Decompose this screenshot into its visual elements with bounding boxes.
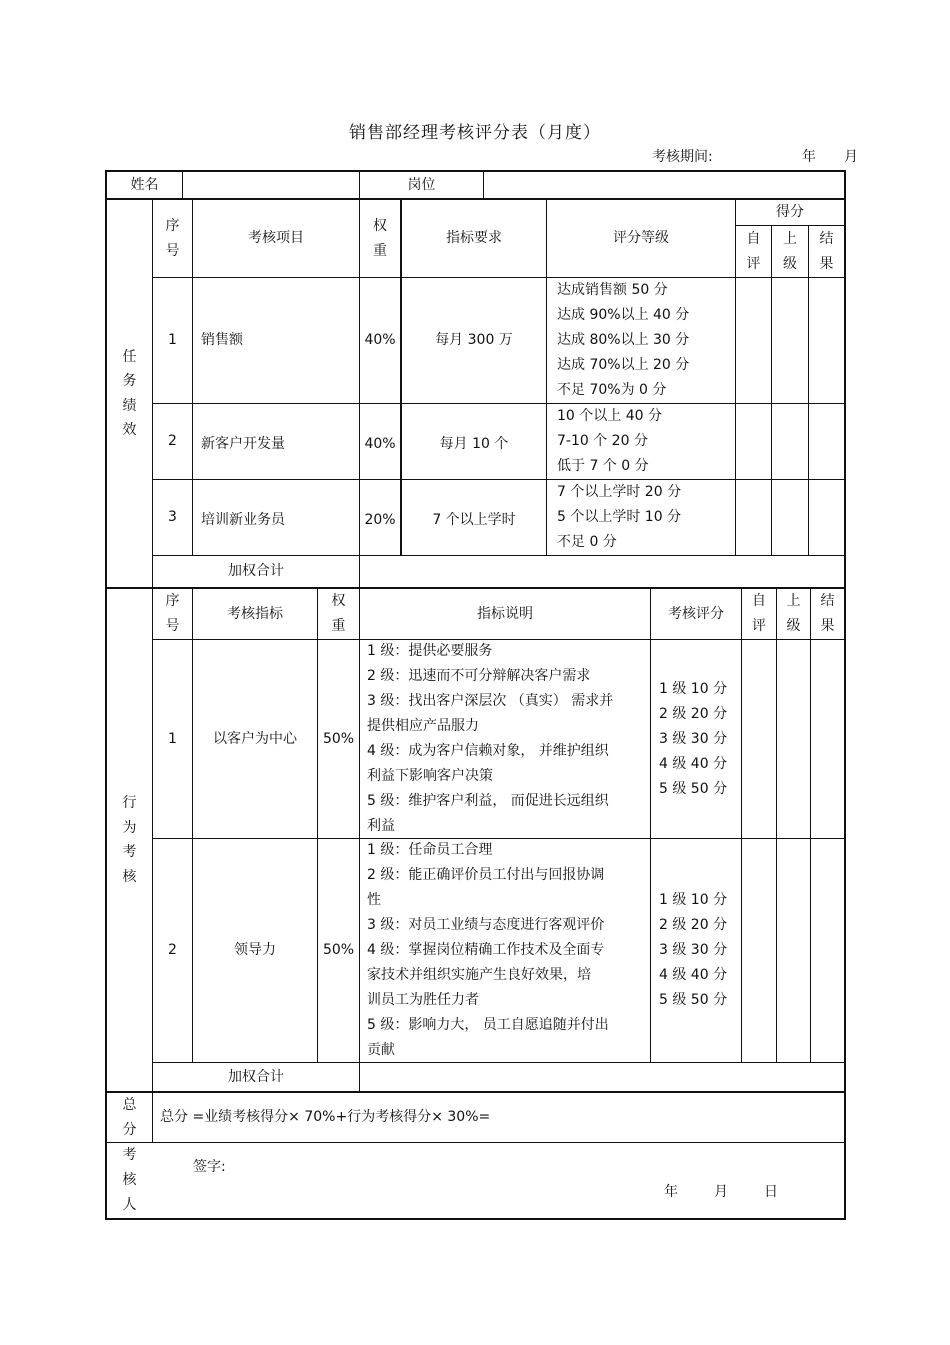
behavior-col-seq: 序号 (165, 593, 180, 634)
evaluation-table (105, 170, 846, 1220)
behavior-row-2-seq: 2 (168, 942, 177, 958)
task-section-label: 任务绩效 (122, 348, 137, 438)
task-row-3-seq: 3 (168, 509, 177, 525)
task-row-3-item: 培训新业务员 (201, 511, 285, 528)
behavior-row-2-levels: 1 级 10 分 2 级 20 分 3 级 30 分 4 级 40 分 5 级 50 分 (659, 892, 728, 1008)
task-row-1-weight: 40% (364, 332, 396, 348)
behavior-col-item: 考核指标 (227, 605, 283, 622)
task-col-sup: 上级 (783, 230, 797, 272)
behavior-row-1-result[interactable] (811, 640, 844, 838)
task-row-3-sup-score[interactable] (772, 480, 808, 555)
task-row-2-self-score[interactable] (736, 404, 771, 479)
behavior-row-2-result[interactable] (811, 839, 844, 1062)
behavior-row-2-desc: 1 级：任命员工合理 2 级：能正确评价员工付出与回报协调 性 3 级：对员工业绩与态度进行客观评价 4 级：掌握岗位精确工作技术及全面专 家技术并组织实施产生良好效果，培 训员工为胜任力者 5 级：影响力大， 员工自愿追随并付出 贡献 (367, 842, 609, 1058)
task-row-1-result[interactable] (809, 278, 844, 403)
task-row-3-grades: 7 个以上学时 20 分 5 个以上学时 10 分 不足 0 分 (557, 484, 682, 550)
behavior-row-1-desc: 1 级：提供必要服务 2 级：迅速而不可分辩解决客户需求 3 级：找出客户深层次 （真实） 需求并 提供相应产品服力 4 级：成为客户信赖对象， 并维护组织 利益下影响客户决策 5 级：维护客户利益， 而促进长远组织 利益 (367, 643, 614, 834)
task-row-2-grades: 10 个以上 40 分 7-10 个 20 分 低于 7 个 0 分 (557, 408, 662, 474)
task-col-item: 考核项目 (248, 230, 304, 246)
task-row-3-result[interactable] (809, 480, 844, 555)
sign-date-month: 月 (714, 1184, 728, 1200)
behavior-col-sup: 上级 (786, 593, 801, 634)
task-col-req: 指标要求 (446, 230, 502, 246)
behavior-col-weight: 权重 (331, 593, 346, 634)
assessment-period (652, 146, 858, 166)
task-row-1-grades: 达成销售额 50 分 达成 90%以上 40 分 达成 80%以上 30 分 达成 70%以上 20 分 不足 70%为 0 分 (557, 282, 690, 398)
task-row-1-item: 销售额 (201, 332, 243, 348)
sign-date-year: 年 (664, 1184, 678, 1200)
behavior-row-1-levels: 1 级 10 分 2 级 20 分 3 级 30 分 4 级 40 分 5 级 50 分 (659, 680, 728, 797)
page-title: 销售部经理考核评分表（月度） (349, 123, 601, 143)
behavior-col-desc: 指标说明 (477, 605, 533, 622)
task-row-2-req: 每月 10 个 (439, 435, 509, 452)
behavior-row-2-self-score[interactable] (742, 839, 776, 1062)
behavior-row-1-self-score[interactable] (742, 640, 776, 838)
sign-date-day: 日 (764, 1184, 778, 1200)
task-row-2-sup-score[interactable] (772, 404, 808, 479)
behavior-row-2-item: 领导力 (234, 942, 276, 958)
behavior-col-result: 结果 (820, 593, 835, 634)
task-row-2-seq: 2 (168, 433, 177, 449)
name-field[interactable] (183, 172, 359, 198)
post-label: 岗位 (407, 176, 436, 193)
behavior-weighted-total-label: 加权合计 (228, 1068, 284, 1085)
task-row-2-result[interactable] (809, 404, 844, 479)
period-month-label: 月 (844, 149, 858, 165)
reviewer-label: 考核人 (122, 1147, 137, 1213)
task-row-2-item: 新客户开发量 (201, 435, 285, 452)
period-year-label: 年 (802, 149, 816, 165)
behavior-weighted-total-value[interactable] (360, 1063, 844, 1091)
behavior-row-1-seq: 1 (168, 730, 177, 747)
behavior-section-label: 行为考核 (122, 795, 137, 885)
task-row-1-self-score[interactable] (736, 278, 771, 403)
task-row-3-self-score[interactable] (736, 480, 771, 555)
behavior-row-2-sup-score[interactable] (777, 839, 810, 1062)
post-field[interactable] (484, 172, 844, 198)
task-col-score: 得分 (776, 204, 804, 220)
behavior-row-2-weight: 50% (322, 942, 355, 958)
name-label: 姓名 (130, 176, 159, 193)
task-col-seq: 序号 (165, 217, 180, 259)
task-row-1-sup-score[interactable] (772, 278, 808, 403)
task-weighted-total-value[interactable] (360, 556, 844, 587)
task-weighted-total-label: 加权合计 (228, 563, 284, 579)
behavior-row-1-sup-score[interactable] (777, 640, 810, 838)
task-row-3-req: 7 个以上学时 (432, 511, 516, 528)
signature-field[interactable] (255, 1145, 815, 1190)
task-row-2-weight: 40% (364, 435, 396, 452)
task-col-weight: 权重 (373, 217, 387, 259)
behavior-col-self: 自评 (752, 593, 766, 634)
task-row-3-weight: 20% (364, 511, 396, 528)
signature-label: 签字: (193, 1159, 226, 1175)
task-row-1-req: 每月 300 万 (435, 332, 513, 348)
period-label: 考核期间: (652, 149, 713, 165)
task-col-result: 结果 (819, 230, 834, 272)
task-row-1-seq: 1 (168, 332, 177, 348)
behavior-row-1-item: 以客户为中心 (213, 730, 297, 747)
behavior-col-eval: 考核评分 (668, 605, 724, 622)
behavior-row-1-weight: 50% (322, 730, 355, 747)
task-col-self: 自评 (746, 230, 761, 272)
total-score-formula: 总分 =业绩考核得分× 70%+行为考核得分× 30%= (160, 1109, 491, 1125)
task-col-grade: 评分等级 (613, 230, 669, 246)
total-score-label: 总分 (122, 1096, 137, 1138)
